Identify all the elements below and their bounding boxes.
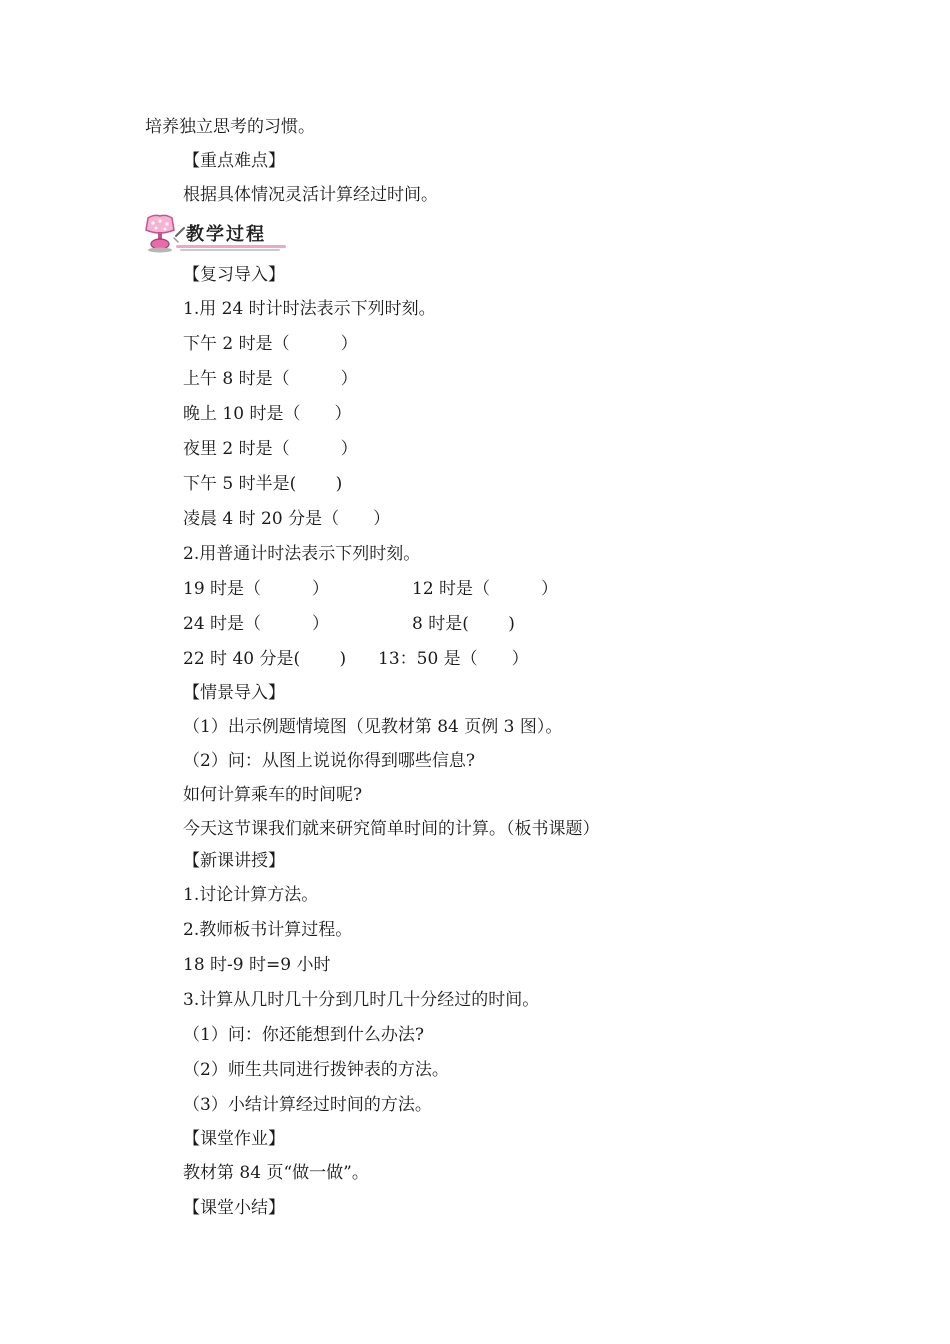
exercise-cell-right: 13：50 是（ ） xyxy=(378,649,529,669)
exercise-cell-right: 8 时是( ) xyxy=(412,614,515,634)
exercise-line: 上午 8 时是（ ） xyxy=(183,369,358,389)
paragraph-line: 如何计算乘车的时间呢? xyxy=(183,785,363,805)
exercise-line: 凌晨 4 时 20 分是（ ） xyxy=(183,509,391,529)
heading-underline-shadow xyxy=(180,249,280,251)
paragraph-line: 18 时-9 时=9 小时 xyxy=(183,955,331,975)
paragraph-line: （1）问：你还能想到什么办法? xyxy=(183,1025,424,1045)
paragraph-line: （3）小结计算经过时间的方法。 xyxy=(183,1095,432,1115)
paragraph-line: 3.计算从几时几十分到几时几十分经过的时间。 xyxy=(183,990,540,1010)
section-heading-key-points: 【重点难点】 xyxy=(183,151,285,171)
exercise-line: 下午 2 时是（ ） xyxy=(183,334,358,354)
paragraph-line: 根据具体情况灵活计算经过时间。 xyxy=(183,185,438,205)
exercise-cell-left: 19 时是（ ） xyxy=(183,579,330,599)
exercise-cell-right: 12 时是（ ） xyxy=(412,579,559,599)
heading-underline xyxy=(176,245,286,248)
exercise-line: 夜里 2 时是（ ） xyxy=(183,439,358,459)
exercise-line: 下午 5 时半是( ) xyxy=(183,474,343,494)
paragraph-line: （2）师生共同进行拨钟表的方法。 xyxy=(183,1060,449,1080)
exercise-line: 2.用普通计时法表示下列时刻。 xyxy=(183,544,421,564)
paragraph-line: 今天这节课我们就来研究简单时间的计算。（板书课题） xyxy=(183,819,600,839)
exercise-cell-left: 22 时 40 分是( ) xyxy=(183,649,347,669)
section-heading-title: 教学过程 xyxy=(186,224,266,245)
section-heading-new-lesson: 【新课讲授】 xyxy=(183,851,285,871)
section-heading-scenario: 【情景导入】 xyxy=(183,683,285,703)
exercise-line: 晚上 10 时是（ ） xyxy=(183,404,352,424)
paragraph-line: （2）问：从图上说说你得到哪些信息? xyxy=(183,751,475,771)
section-heading-classwork: 【课堂作业】 xyxy=(183,1129,285,1149)
paragraph-line: （1）出示例题情境图（见教材第 84 页例 3 图）。 xyxy=(183,717,563,737)
paragraph-line: 教材第 84 页“做一做”。 xyxy=(183,1163,369,1183)
paragraph-line: 1.讨论计算方法。 xyxy=(183,885,319,905)
exercise-line: 1.用 24 时计时法表示下列时刻。 xyxy=(183,299,436,319)
exercise-cell-left: 24 时是（ ） xyxy=(183,614,330,634)
section-heading-summary: 【课堂小结】 xyxy=(183,1198,285,1218)
teaching-process-badge xyxy=(140,212,290,256)
paragraph-line: 培养独立思考的习惯。 xyxy=(145,117,315,137)
section-heading-review: 【复习导入】 xyxy=(183,265,285,285)
paragraph-line: 2.教师板书计算过程。 xyxy=(183,920,353,940)
